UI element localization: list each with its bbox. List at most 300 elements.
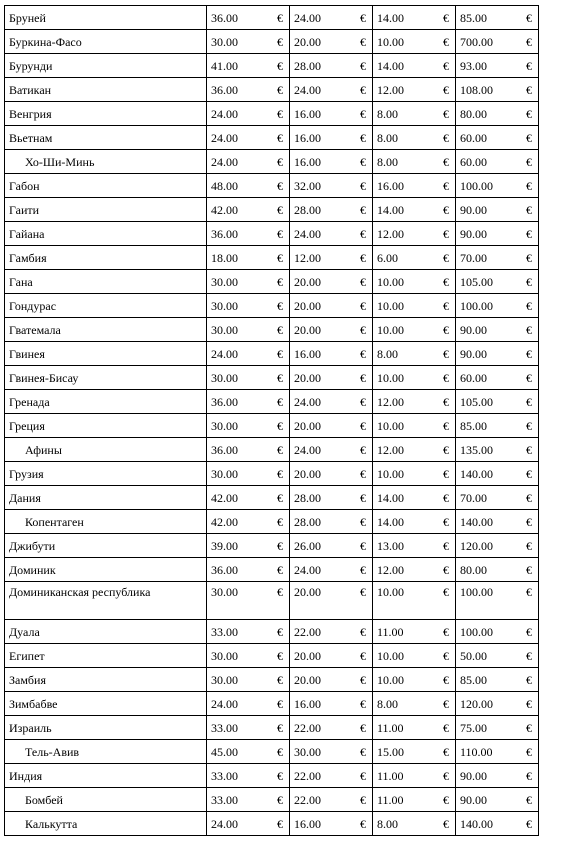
- euro-sign: €: [277, 130, 283, 145]
- euro-sign: €: [526, 672, 532, 687]
- rate-value: 140.00: [460, 466, 493, 481]
- rate-cell: [207, 6, 290, 30]
- rate-cell: [373, 644, 456, 668]
- euro-sign: €: [277, 624, 283, 639]
- table-row: [5, 620, 539, 644]
- rate-cell: [207, 764, 290, 788]
- euro-sign: €: [443, 562, 449, 577]
- rate-value: 70.00: [460, 250, 487, 265]
- country-name-cell: Зимбабве: [5, 692, 207, 716]
- euro-sign: €: [526, 106, 532, 121]
- euro-sign: €: [526, 250, 532, 265]
- euro-sign: €: [443, 744, 449, 759]
- country-name-cell: Вьетнам: [5, 126, 207, 150]
- rate-value: 42.00: [211, 490, 238, 505]
- rates-table: [4, 5, 539, 836]
- euro-sign: €: [277, 226, 283, 241]
- rate-cell: [373, 6, 456, 30]
- rate-cell: [290, 692, 373, 716]
- rate-cell: [456, 174, 539, 198]
- rate-value: 10.00: [377, 34, 404, 49]
- rate-value: 14.00: [377, 490, 404, 505]
- rate-value: 30.00: [211, 648, 238, 663]
- rate-cell: [290, 318, 373, 342]
- euro-sign: €: [277, 58, 283, 73]
- rate-value: 85.00: [460, 418, 487, 433]
- rate-cell: [207, 668, 290, 692]
- euro-sign: €: [277, 346, 283, 361]
- table-row: [5, 390, 539, 414]
- euro-sign: €: [443, 466, 449, 481]
- rate-value: 30.00: [211, 274, 238, 289]
- rate-cell: [373, 438, 456, 462]
- euro-sign: €: [277, 106, 283, 121]
- rate-value: 24.00: [211, 346, 238, 361]
- euro-sign: €: [360, 768, 366, 783]
- rate-cell: [373, 390, 456, 414]
- rate-value: 36.00: [211, 82, 238, 97]
- rate-value: 90.00: [460, 202, 487, 217]
- rate-cell: [373, 318, 456, 342]
- country-name-cell: Грузия: [5, 462, 207, 486]
- rate-value: 20.00: [294, 418, 321, 433]
- euro-sign: €: [360, 490, 366, 505]
- rate-cell: [207, 788, 290, 812]
- rate-cell: [290, 620, 373, 644]
- rate-cell: [373, 620, 456, 644]
- rate-cell: [290, 6, 373, 30]
- euro-sign: €: [526, 130, 532, 145]
- country-name-cell: Ватикан: [5, 78, 207, 102]
- euro-sign: €: [277, 370, 283, 385]
- table-row: [5, 246, 539, 270]
- rate-cell: [290, 668, 373, 692]
- rate-value: 105.00: [460, 274, 493, 289]
- euro-sign: €: [277, 82, 283, 97]
- table-row: [5, 366, 539, 390]
- rate-value: 20.00: [294, 298, 321, 313]
- rate-value: 90.00: [460, 792, 487, 807]
- rate-value: 8.00: [377, 816, 398, 831]
- rate-value: 700.00: [460, 34, 493, 49]
- rate-value: 20.00: [294, 672, 321, 687]
- rate-value: 24.00: [294, 442, 321, 457]
- rate-cell: [456, 198, 539, 222]
- euro-sign: €: [443, 202, 449, 217]
- rate-cell: [290, 102, 373, 126]
- rate-value: 10.00: [377, 274, 404, 289]
- euro-sign: €: [526, 816, 532, 831]
- euro-sign: €: [360, 792, 366, 807]
- euro-sign: €: [360, 744, 366, 759]
- euro-sign: €: [443, 514, 449, 529]
- rate-cell: [373, 414, 456, 438]
- country-name-cell: Дания: [5, 486, 207, 510]
- rate-cell: [290, 222, 373, 246]
- table-row: [5, 126, 539, 150]
- rate-value: 30.00: [211, 672, 238, 687]
- euro-sign: €: [277, 394, 283, 409]
- city-name-cell: Хо-Ши-Минь: [5, 150, 207, 174]
- table-row: [5, 510, 539, 534]
- euro-sign: €: [360, 624, 366, 639]
- rate-cell: [290, 150, 373, 174]
- euro-sign: €: [443, 82, 449, 97]
- rate-value: 24.00: [294, 562, 321, 577]
- rate-cell: [207, 318, 290, 342]
- rate-value: 60.00: [460, 370, 487, 385]
- rate-value: 70.00: [460, 490, 487, 505]
- rate-cell: [456, 222, 539, 246]
- rate-cell: [456, 6, 539, 30]
- rate-cell: [456, 294, 539, 318]
- euro-sign: €: [526, 394, 532, 409]
- euro-sign: €: [360, 34, 366, 49]
- euro-sign: €: [526, 466, 532, 481]
- rate-value: 20.00: [294, 34, 321, 49]
- euro-sign: €: [526, 322, 532, 337]
- rate-cell: [290, 198, 373, 222]
- rate-cell: [290, 716, 373, 740]
- rate-value: 90.00: [460, 226, 487, 241]
- rate-value: 33.00: [211, 768, 238, 783]
- rate-value: 24.00: [294, 10, 321, 25]
- euro-sign: €: [526, 10, 532, 25]
- euro-sign: €: [277, 538, 283, 553]
- rate-cell: [207, 510, 290, 534]
- euro-sign: €: [277, 10, 283, 25]
- euro-sign: €: [443, 696, 449, 711]
- country-name-cell: Доминиканская республика: [5, 582, 207, 620]
- euro-sign: €: [443, 816, 449, 831]
- rate-value: 120.00: [460, 538, 493, 553]
- city-name-cell: Калькутта: [5, 812, 207, 836]
- euro-sign: €: [360, 202, 366, 217]
- euro-sign: €: [277, 178, 283, 193]
- rate-value: 13.00: [377, 538, 404, 553]
- euro-sign: €: [443, 250, 449, 265]
- rate-cell: [373, 668, 456, 692]
- rate-cell: [290, 78, 373, 102]
- euro-sign: €: [360, 394, 366, 409]
- table-row: [5, 534, 539, 558]
- euro-sign: €: [443, 322, 449, 337]
- rate-cell: [456, 582, 539, 620]
- rate-value: 12.00: [377, 226, 404, 241]
- euro-sign: €: [443, 490, 449, 505]
- rate-value: 28.00: [294, 58, 321, 73]
- euro-sign: €: [360, 585, 366, 599]
- rate-cell: [207, 438, 290, 462]
- rate-value: 24.00: [294, 394, 321, 409]
- euro-sign: €: [443, 346, 449, 361]
- rate-value: 16.00: [377, 178, 404, 193]
- rate-value: 36.00: [211, 10, 238, 25]
- euro-sign: €: [360, 466, 366, 481]
- euro-sign: €: [526, 346, 532, 361]
- country-name-cell: Гвинея: [5, 342, 207, 366]
- euro-sign: €: [443, 418, 449, 433]
- euro-sign: €: [443, 538, 449, 553]
- euro-sign: €: [443, 298, 449, 313]
- rate-cell: [207, 716, 290, 740]
- rate-value: 32.00: [294, 178, 321, 193]
- euro-sign: €: [360, 274, 366, 289]
- rate-cell: [207, 246, 290, 270]
- rate-cell: [290, 294, 373, 318]
- rate-cell: [207, 582, 290, 620]
- rate-cell: [456, 150, 539, 174]
- rate-cell: [456, 342, 539, 366]
- rate-value: 36.00: [211, 562, 238, 577]
- rate-cell: [373, 30, 456, 54]
- rate-value: 110.00: [460, 744, 493, 759]
- rate-value: 39.00: [211, 538, 238, 553]
- rate-cell: [207, 692, 290, 716]
- rate-cell: [456, 366, 539, 390]
- rate-value: 10.00: [377, 466, 404, 481]
- rate-cell: [207, 558, 290, 582]
- euro-sign: €: [443, 370, 449, 385]
- euro-sign: €: [526, 792, 532, 807]
- country-name-cell: Гамбия: [5, 246, 207, 270]
- rate-cell: [373, 198, 456, 222]
- rate-cell: [373, 54, 456, 78]
- table-row: [5, 270, 539, 294]
- table-row: [5, 558, 539, 582]
- rate-cell: [456, 414, 539, 438]
- rate-value: 80.00: [460, 562, 487, 577]
- rate-cell: [290, 510, 373, 534]
- euro-sign: €: [443, 720, 449, 735]
- euro-sign: €: [277, 466, 283, 481]
- table-row: [5, 462, 539, 486]
- table-row: [5, 812, 539, 836]
- rate-cell: [456, 462, 539, 486]
- rate-cell: [373, 692, 456, 716]
- rate-value: 20.00: [294, 585, 321, 599]
- rate-cell: [207, 270, 290, 294]
- euro-sign: €: [526, 442, 532, 457]
- euro-sign: €: [277, 744, 283, 759]
- rate-cell: [207, 620, 290, 644]
- rate-value: 16.00: [294, 154, 321, 169]
- rate-value: 30.00: [211, 298, 238, 313]
- euro-sign: €: [360, 322, 366, 337]
- rate-cell: [373, 510, 456, 534]
- rate-value: 33.00: [211, 792, 238, 807]
- rate-cell: [207, 486, 290, 510]
- euro-sign: €: [443, 154, 449, 169]
- euro-sign: €: [526, 490, 532, 505]
- euro-sign: €: [360, 672, 366, 687]
- rate-value: 10.00: [377, 585, 404, 599]
- rate-cell: [373, 294, 456, 318]
- rate-value: 108.00: [460, 82, 493, 97]
- rate-value: 18.00: [211, 250, 238, 265]
- rate-cell: [456, 318, 539, 342]
- city-name-cell: Копентаген: [5, 510, 207, 534]
- rate-value: 20.00: [294, 370, 321, 385]
- country-name-cell: Джибути: [5, 534, 207, 558]
- euro-sign: €: [277, 154, 283, 169]
- rate-value: 12.00: [377, 394, 404, 409]
- rate-value: 42.00: [211, 514, 238, 529]
- euro-sign: €: [526, 648, 532, 663]
- euro-sign: €: [360, 562, 366, 577]
- euro-sign: €: [443, 130, 449, 145]
- rate-cell: [207, 462, 290, 486]
- rate-value: 14.00: [377, 514, 404, 529]
- rate-value: 26.00: [294, 538, 321, 553]
- euro-sign: €: [526, 768, 532, 783]
- rate-value: 85.00: [460, 10, 487, 25]
- rate-cell: [207, 740, 290, 764]
- rate-cell: [373, 342, 456, 366]
- rate-value: 12.00: [377, 562, 404, 577]
- country-name-cell: Гайана: [5, 222, 207, 246]
- rate-cell: [290, 812, 373, 836]
- rate-value: 22.00: [294, 624, 321, 639]
- rate-value: 24.00: [211, 154, 238, 169]
- rate-value: 50.00: [460, 648, 487, 663]
- rate-cell: [456, 126, 539, 150]
- city-name-cell: Бомбей: [5, 788, 207, 812]
- rate-value: 30.00: [211, 370, 238, 385]
- table-row: [5, 102, 539, 126]
- rate-value: 10.00: [377, 418, 404, 433]
- euro-sign: €: [277, 490, 283, 505]
- table-row: [5, 788, 539, 812]
- table-row: [5, 438, 539, 462]
- rate-value: 33.00: [211, 624, 238, 639]
- rate-cell: [456, 668, 539, 692]
- rate-value: 12.00: [294, 250, 321, 265]
- euro-sign: €: [443, 768, 449, 783]
- rate-cell: [207, 174, 290, 198]
- rate-value: 12.00: [377, 442, 404, 457]
- rate-cell: [373, 740, 456, 764]
- rate-value: 100.00: [460, 624, 493, 639]
- euro-sign: €: [277, 202, 283, 217]
- rate-cell: [373, 788, 456, 812]
- table-row: [5, 716, 539, 740]
- rate-cell: [207, 812, 290, 836]
- rate-value: 15.00: [377, 744, 404, 759]
- country-name-cell: Индия: [5, 764, 207, 788]
- table-row: [5, 414, 539, 438]
- rate-value: 30.00: [294, 744, 321, 759]
- rate-value: 16.00: [294, 130, 321, 145]
- euro-sign: €: [360, 346, 366, 361]
- rate-cell: [290, 788, 373, 812]
- rate-cell: [207, 150, 290, 174]
- table-row: [5, 342, 539, 366]
- euro-sign: €: [360, 418, 366, 433]
- rate-cell: [373, 534, 456, 558]
- euro-sign: €: [526, 538, 532, 553]
- country-name-cell: Гана: [5, 270, 207, 294]
- rate-cell: [456, 692, 539, 716]
- country-name-cell: Буркина-Фасо: [5, 30, 207, 54]
- rate-value: 20.00: [294, 648, 321, 663]
- table-row: [5, 30, 539, 54]
- rate-value: 10.00: [377, 672, 404, 687]
- rate-value: 28.00: [294, 490, 321, 505]
- euro-sign: €: [443, 672, 449, 687]
- country-name-cell: Израиль: [5, 716, 207, 740]
- euro-sign: €: [277, 322, 283, 337]
- country-name-cell: Греция: [5, 414, 207, 438]
- rate-cell: [373, 716, 456, 740]
- rate-cell: [373, 270, 456, 294]
- rate-cell: [456, 644, 539, 668]
- euro-sign: €: [277, 696, 283, 711]
- rate-value: 28.00: [294, 202, 321, 217]
- rate-cell: [456, 812, 539, 836]
- euro-sign: €: [360, 538, 366, 553]
- rate-value: 90.00: [460, 346, 487, 361]
- country-name-cell: Египет: [5, 644, 207, 668]
- rate-cell: [290, 558, 373, 582]
- rate-cell: [290, 534, 373, 558]
- rate-value: 16.00: [294, 816, 321, 831]
- rate-cell: [290, 30, 373, 54]
- rate-cell: [290, 486, 373, 510]
- euro-sign: €: [360, 178, 366, 193]
- rate-value: 30.00: [211, 585, 238, 599]
- euro-sign: €: [277, 442, 283, 457]
- rate-cell: [290, 126, 373, 150]
- rate-cell: [290, 644, 373, 668]
- rate-value: 30.00: [211, 34, 238, 49]
- euro-sign: €: [277, 418, 283, 433]
- rate-cell: [456, 438, 539, 462]
- euro-sign: €: [277, 720, 283, 735]
- rate-value: 14.00: [377, 10, 404, 25]
- rate-value: 16.00: [294, 696, 321, 711]
- rate-cell: [456, 30, 539, 54]
- rate-cell: [290, 462, 373, 486]
- country-name-cell: Бруней: [5, 6, 207, 30]
- rate-cell: [290, 390, 373, 414]
- rate-value: 93.00: [460, 58, 487, 73]
- rate-value: 90.00: [460, 768, 487, 783]
- rate-value: 100.00: [460, 298, 493, 313]
- euro-sign: €: [277, 672, 283, 687]
- rate-cell: [373, 126, 456, 150]
- rate-value: 10.00: [377, 648, 404, 663]
- euro-sign: €: [443, 624, 449, 639]
- rate-cell: [207, 54, 290, 78]
- rate-value: 6.00: [377, 250, 398, 265]
- rate-value: 12.00: [377, 82, 404, 97]
- rate-cell: [373, 366, 456, 390]
- rate-value: 14.00: [377, 58, 404, 73]
- euro-sign: €: [360, 696, 366, 711]
- table-row: [5, 582, 539, 620]
- rate-value: 8.00: [377, 696, 398, 711]
- rate-cell: [207, 222, 290, 246]
- rate-cell: [456, 716, 539, 740]
- country-name-cell: Замбия: [5, 668, 207, 692]
- euro-sign: €: [526, 298, 532, 313]
- country-name-cell: Доминик: [5, 558, 207, 582]
- rate-cell: [456, 510, 539, 534]
- rate-value: 20.00: [294, 274, 321, 289]
- table-row: [5, 150, 539, 174]
- rate-cell: [456, 486, 539, 510]
